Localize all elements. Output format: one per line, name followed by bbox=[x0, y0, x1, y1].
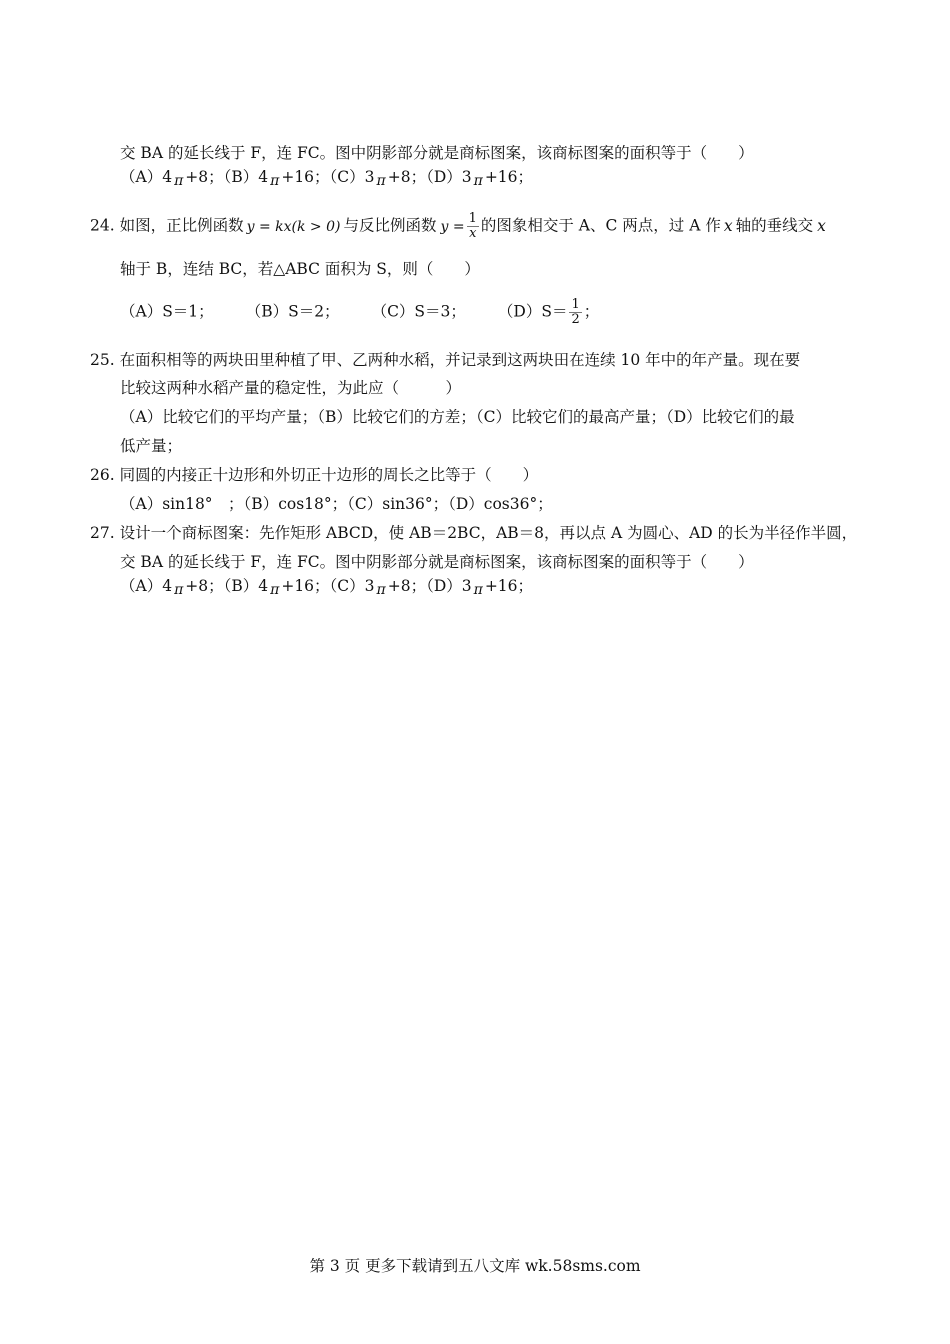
pi-symbol: π bbox=[174, 582, 184, 598]
q24-line2: 轴于 B，连结 BC，若△ABC 面积为 S，则（ ） bbox=[120, 260, 480, 278]
q27-options bbox=[120, 575, 533, 598]
denominator: 2 bbox=[571, 312, 580, 327]
q25-text-1: 在面积相等的两块田里种植了甲、乙两种水稻，并记录到这两块田在连续 10 年中的年产量。现在要 bbox=[119, 351, 801, 369]
pi-symbol: π bbox=[174, 173, 184, 189]
fraction-one-half bbox=[569, 298, 581, 327]
q24-text-3: 的图象相交于 A、C 两点，过 A 作 bbox=[480, 216, 721, 235]
q23-continuation: 交 BA 的延长线于 F，连 FC。图中阴影部分就是商标图案，该商标图案的面积等于（ ） bbox=[120, 144, 754, 162]
question-number: 25. bbox=[90, 351, 115, 369]
q23-option-end: +16； bbox=[484, 168, 534, 186]
q27-text-1: 设计一个商标图案：先作矩形 ABCD，使 AB＝2BC，AB＝8，再以点 A 为圆心、AD 的长为半径作半圆， bbox=[119, 524, 858, 542]
q27-option-c: +16；（C）3 bbox=[281, 577, 375, 595]
var-x: x bbox=[817, 216, 826, 235]
q24-option-d-end: ； bbox=[583, 302, 600, 321]
q23-option-b: +8；（B）4 bbox=[185, 168, 269, 186]
q24-option-a: （A）S＝1； bbox=[120, 302, 214, 321]
page-footer: 第 3 页 更多下载请到五八文库 wk.58sms.com bbox=[309, 1257, 641, 1275]
numerator: 1 bbox=[571, 297, 580, 312]
q27-option-d: +8；（D）3 bbox=[387, 577, 472, 595]
pi-symbol: π bbox=[473, 582, 483, 598]
numerator: 1 bbox=[468, 211, 477, 226]
q24-text-4: 轴的垂线交 bbox=[735, 216, 814, 235]
var-x: x bbox=[723, 216, 733, 235]
q24-line1 bbox=[90, 212, 826, 241]
denominator: x bbox=[469, 226, 477, 241]
q23-options bbox=[120, 166, 533, 189]
pi-symbol: π bbox=[270, 173, 280, 189]
question-number: 26. bbox=[90, 466, 115, 484]
question-number: 24. bbox=[90, 216, 115, 235]
q23-option-a: （A）4 bbox=[120, 168, 173, 186]
q27-line1 bbox=[90, 522, 857, 544]
q24-text-2: 与反比例函数 bbox=[343, 216, 437, 235]
q25-options: （A）比较它们的平均产量；（B）比较它们的方差；（C）比较它们的最高产量；（D）比较它们的最 bbox=[120, 408, 795, 426]
q23-option-d: +8；（D）3 bbox=[387, 168, 472, 186]
q25-options-cont: 低产量； bbox=[120, 437, 183, 455]
pi-symbol: π bbox=[376, 582, 386, 598]
q23-option-c: +16；（C）3 bbox=[281, 168, 375, 186]
q27-option-a: （A）4 bbox=[120, 577, 173, 595]
q25-line2: 比较这两种水稻产量的稳定性，为此应（ ） bbox=[120, 379, 462, 397]
question-number: 27. bbox=[90, 524, 115, 542]
q24-option-b: （B）S＝2； bbox=[245, 302, 340, 321]
pi-symbol: π bbox=[473, 173, 483, 189]
q24-option-d: （D）S＝ bbox=[497, 302, 568, 321]
q24-options bbox=[120, 298, 599, 327]
q26-text: 同圆的内接正十边形和外切正十边形的周长之比等于（ ） bbox=[119, 466, 539, 484]
q24-option-c: （C）S＝3； bbox=[371, 302, 466, 321]
formula-inverse-fraction bbox=[467, 212, 479, 241]
pi-symbol: π bbox=[270, 582, 280, 598]
pi-symbol: π bbox=[376, 173, 386, 189]
q27-line2: 交 BA 的延长线于 F，连 FC。图中阴影部分就是商标图案，该商标图案的面积等于（ ） bbox=[120, 553, 754, 571]
q27-option-end: +16； bbox=[484, 577, 534, 595]
q24-text-1: 如图，正比例函数 bbox=[119, 216, 244, 235]
formula-direct: y = kx(k > 0) bbox=[246, 218, 341, 235]
q26-line1 bbox=[90, 464, 538, 486]
q25-line1 bbox=[90, 349, 800, 371]
q26-options: （A）sin18° ；（B）cos18°；（C）sin36°；（D）cos36°； bbox=[120, 495, 553, 513]
formula-inverse-lhs: y = bbox=[440, 218, 465, 235]
q27-option-b: +8；（B）4 bbox=[185, 577, 269, 595]
